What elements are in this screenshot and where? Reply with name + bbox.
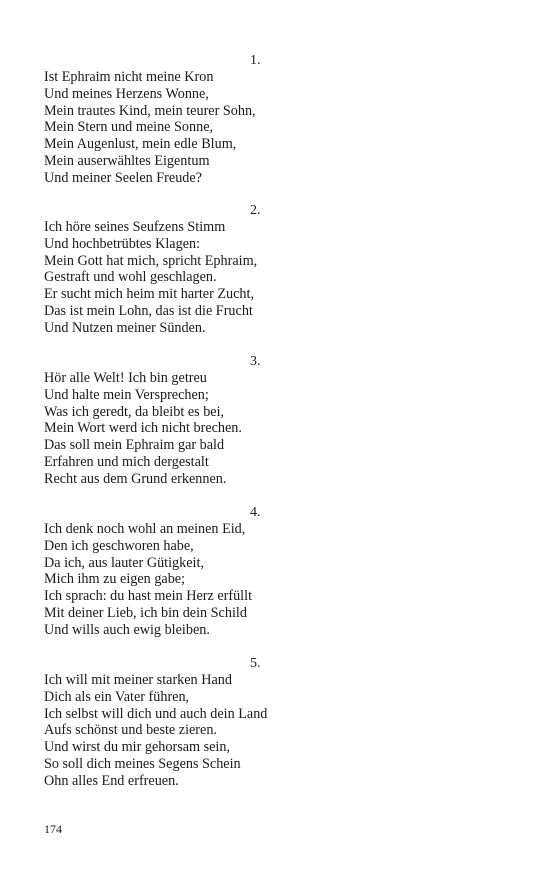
verse-line: Mein Stern und meine Sonne, [44,119,214,136]
verse-line: Und meines Herzens Wonne, [44,85,209,102]
stanza-number: 2. [250,203,261,218]
verse-line: Mein Gott hat mich, spricht Ephraim, [44,252,258,269]
stanza-number: 5. [250,656,261,671]
verse-line: Ich höre seines Seufzens Stimm [44,219,226,235]
page-number: 174 [44,822,62,836]
verse-line: Ich denk noch wohl an meinen Eid, [44,521,246,537]
stanza-number: 3. [250,354,261,369]
verse-line: Mit deiner Lieb, ich bin dein Schild [44,604,247,621]
verse-line: Was ich geredt, da bleibt es bei, [44,403,225,420]
verse-line: Mein trautes Kind, mein teurer Sohn, [44,102,256,119]
verse-line: Ohn alles End erfreuen. [44,772,179,789]
verse-line: Hör alle Welt! Ich bin getreu [44,370,207,386]
stanza-lines [44,219,257,337]
verse-line: Und Nutzen meiner Sünden. [44,319,206,336]
verse-line: Ich sprach: du hast mein Herz erfüllt [44,588,253,605]
verse-line: Dich als ein Vater führen, [44,688,190,705]
verse-line: Ist Ephraim nicht meine Kron [44,69,214,85]
verse-line: Aufs schönst und beste zieren. [44,722,217,739]
stanza-lines [44,370,242,488]
verse-line: Er sucht mich heim mit harter Zucht, [44,286,254,303]
verse-line: Das ist mein Lohn, das ist die Frucht [44,302,253,319]
stanza-lines [44,672,267,790]
verse-line: Den ich geschworen habe, [44,537,194,554]
stanza-number: 1. [250,53,261,68]
verse-line: Und halte mein Versprechen; [44,386,209,403]
stanza-number: 4. [250,505,261,520]
verse-line: Da ich, aus lauter Gütigkeit, [44,554,204,571]
verse-line: Gestraft und wohl geschlagen. [44,269,217,286]
verse-line: Erfahren und mich dergestalt [44,453,209,470]
verse-line: Recht aus dem Grund erkennen. [44,470,227,487]
verse-line: So soll dich meines Segens Schein [44,755,241,772]
verse-line: Und wills auch ewig bleiben. [44,621,210,638]
verse-line: Mein Augenlust, mein edle Blum, [44,136,237,153]
stanza-lines [44,69,256,187]
verse-line: Und hochbetrübtes Klagen: [44,235,201,252]
verse-line: Ich selbst will dich und auch dein Land [44,705,268,722]
stanza-lines [44,521,252,639]
verse-line: Mich ihm zu eigen gabe; [44,571,186,588]
verse-line: Und meiner Seelen Freude? [44,169,202,186]
verse-line: Ich will mit meiner starken Hand [44,672,232,688]
verse-line: Und wirst du mir gehorsam sein, [44,739,230,756]
verse-line: Mein auserwähltes Eigentum [44,152,210,169]
verse-line: Das soll mein Ephraim gar bald [44,437,225,454]
verse-line: Mein Wort werd ich nicht brechen. [44,420,242,437]
